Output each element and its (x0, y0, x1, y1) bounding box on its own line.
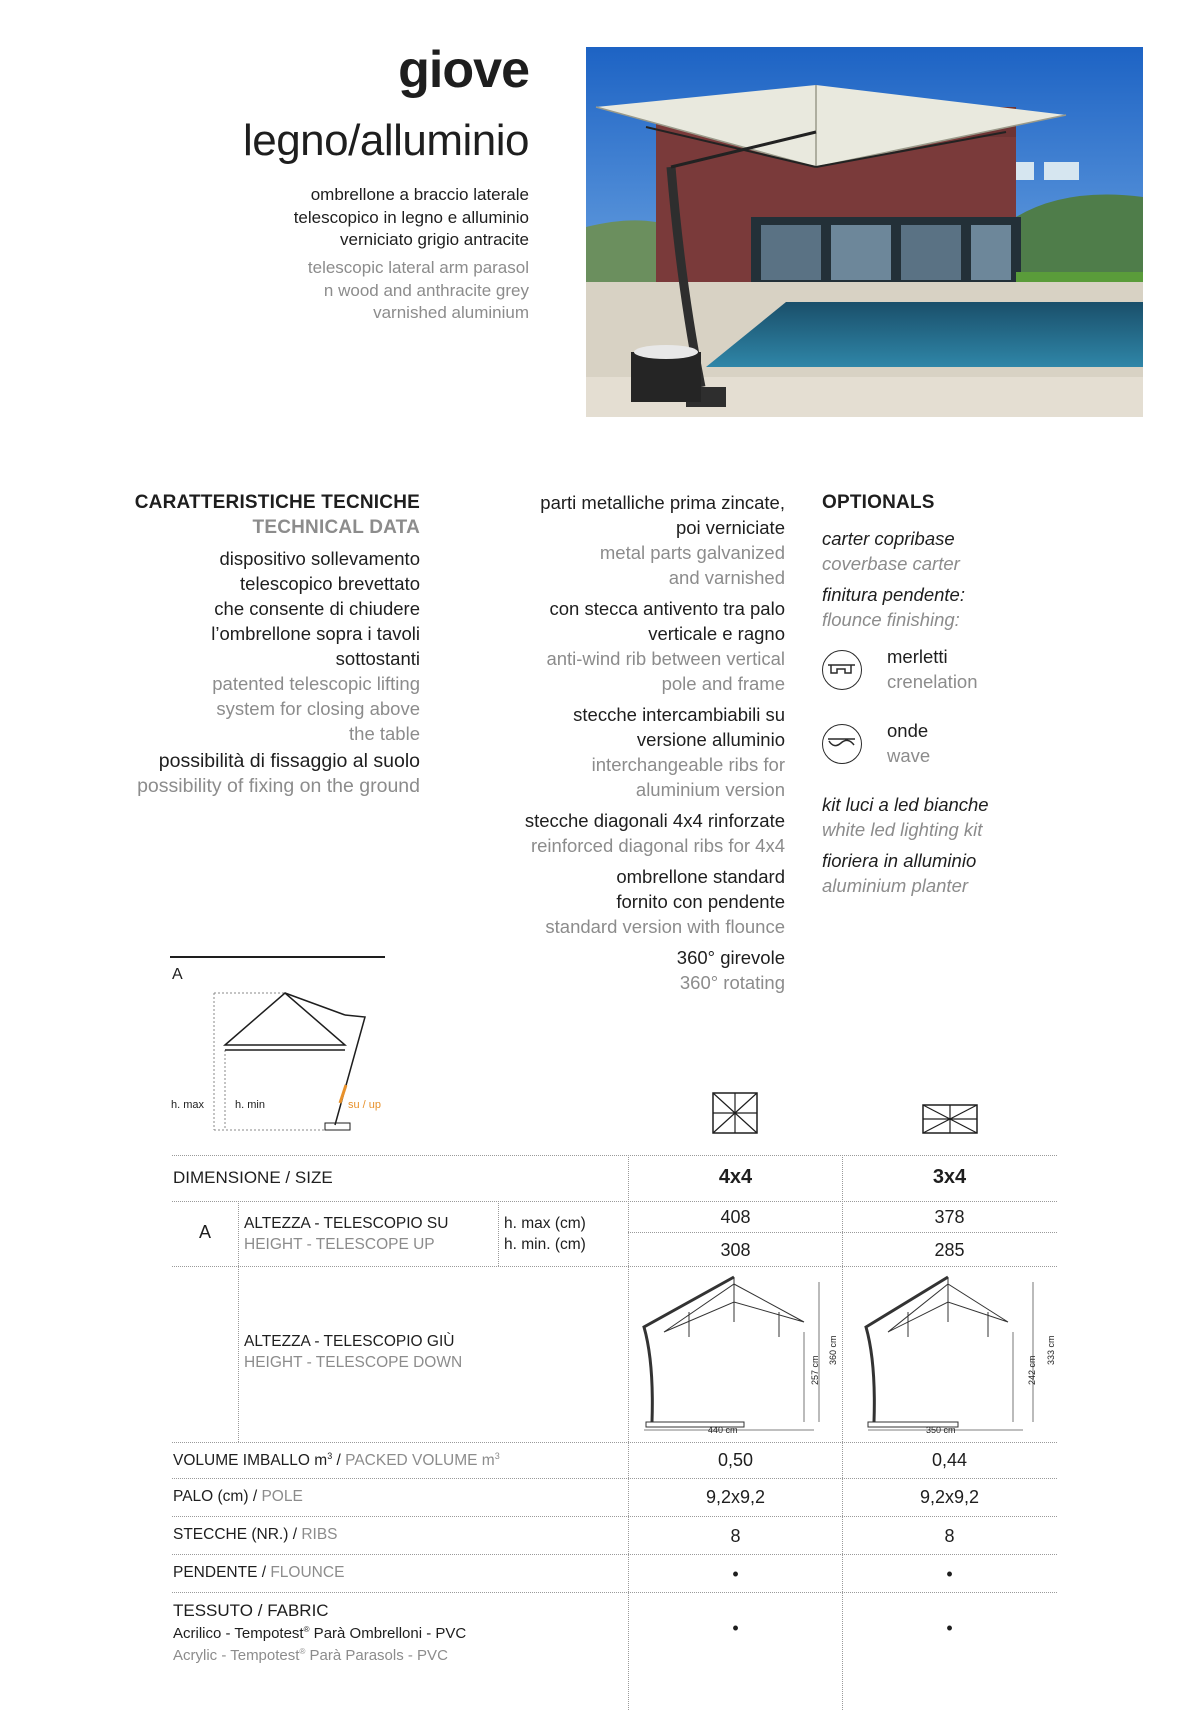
desc-line: telescopic lateral arm parasol (307, 258, 529, 277)
feature-it: con stecca antivento tra palo (549, 598, 785, 619)
registered-mark: ® (303, 1625, 310, 1634)
feature-it: telescopico brevettato (240, 573, 420, 594)
optional-en: coverbase carter (822, 553, 960, 574)
description-italian (209, 184, 529, 252)
height-down-en: HEIGHT - TELESCOPE DOWN (244, 1354, 463, 1371)
hmax-unit: h. max (cm) (504, 1215, 586, 1232)
fabric-it: TESSUTO (173, 1601, 253, 1620)
ribs-it: STECCHE (NR.) (173, 1526, 289, 1543)
pole-en: POLE (261, 1488, 303, 1505)
pole-4x4: 9,2x9,2 (705, 1487, 766, 1507)
feature-en: patented telescopic lifting (212, 673, 420, 694)
feature-it: parti metalliche prima zincate, (540, 492, 785, 513)
ribs-en: RIBS (301, 1526, 338, 1543)
size-label-en: SIZE (294, 1168, 333, 1187)
tech-heading-it: CARATTERISTICHE TECNICHE (134, 492, 420, 513)
tech-heading-en: TECHNICAL DATA (252, 517, 420, 538)
pole-it: PALO (cm) (173, 1488, 249, 1505)
size-label-it: DIMENSIONE (173, 1168, 281, 1187)
flounce-label (173, 1564, 344, 1582)
feature-it: stecche intercambiabili su (573, 704, 785, 725)
diagram-a-label: A (172, 966, 183, 983)
square-4x4-icon (712, 1092, 758, 1139)
tech-column-1 (90, 490, 420, 799)
flounce-4x4: • (732, 1564, 739, 1584)
separator: / (292, 1526, 298, 1543)
optional-en: white led lighting kit (822, 819, 983, 840)
feature-en: and varnished (668, 567, 785, 588)
table-rule (172, 1201, 1057, 1202)
fabric-line-en (173, 1643, 466, 1665)
desc-line: telescopico in legno e alluminio (293, 207, 529, 227)
umbrella-height-diagram (170, 985, 400, 1135)
volume-3x4: 0,44 (931, 1450, 968, 1470)
desc-line: varnished aluminium (373, 303, 529, 322)
feature-en: 360° rotating (679, 972, 785, 993)
volume-label (173, 1451, 500, 1470)
h1-4x4: 257 cm (810, 1355, 820, 1385)
rectangle-3x4-icon (922, 1104, 978, 1139)
volume-4x4: 0,50 (717, 1450, 754, 1470)
optionals-heading: OPTIONALS (822, 492, 935, 513)
registered-mark: ® (299, 1647, 306, 1656)
product-subtitle: legno/alluminio (242, 116, 529, 165)
row-a-label: A (199, 1222, 212, 1242)
fabric-text: Parà Parasols - PVC (305, 1647, 448, 1664)
size-row-label (173, 1168, 333, 1188)
size-4x4: 4x4 (718, 1166, 753, 1188)
hmin-label: h. min (235, 1099, 265, 1111)
optional-it: fioriera in alluminio (822, 850, 977, 871)
table-rule (172, 1442, 1057, 1443)
feature-it: sottostanti (335, 648, 420, 669)
table-rule (172, 1592, 1057, 1593)
fabric-heading (173, 1601, 466, 1621)
fabric-text: Acrylic - Tempotest (173, 1647, 300, 1664)
flounce-option-merletti (822, 644, 1082, 718)
feature-it: stecche diagonali 4x4 rinforzate (524, 810, 785, 831)
superscript: 3 (327, 1451, 333, 1461)
fabric-4x4: • (732, 1618, 739, 1638)
table-rule (172, 1478, 1057, 1479)
desc-line: verniciato grigio antracite (340, 230, 529, 249)
flounce-3x4: • (946, 1564, 953, 1584)
desc-line: ombrellone a braccio laterale (310, 185, 529, 204)
feature-en: possibility of fixing on the ground (137, 775, 420, 797)
table-rule (172, 1516, 1057, 1517)
fabric-3x4: • (946, 1618, 953, 1638)
pole-3x4: 9,2x9,2 (919, 1487, 980, 1507)
hmax-3x4: 378 (934, 1207, 965, 1227)
optionals-column (822, 490, 1082, 898)
feature-it: ombrellone standard (616, 866, 785, 887)
hmax-4x4: 408 (720, 1207, 751, 1227)
hmin-4x4: 308 (720, 1240, 751, 1260)
width-3x4: 350 cm (926, 1425, 956, 1435)
h2-4x4: 360 cm (828, 1335, 838, 1365)
separator: / (285, 1168, 291, 1187)
feature-en: aluminium version (635, 779, 785, 800)
separator: / (336, 1452, 341, 1470)
table-vrule (238, 1201, 239, 1442)
table-rule (172, 1155, 1057, 1156)
ribs-4x4: 8 (730, 1526, 741, 1546)
optional-it: carter copribase (822, 528, 955, 549)
table-vrule (498, 1201, 499, 1266)
flounce-it: merletti (887, 646, 948, 667)
tech-column-2 (455, 490, 785, 995)
optional-en: flounce finishing: (822, 609, 960, 630)
wave-icon (822, 724, 862, 764)
height-down-it: ALTEZZA - TELESCOPIO GIÙ (244, 1333, 455, 1350)
telescope-down-drawing-4x4 (634, 1272, 834, 1437)
height-up-it: ALTEZZA - TELESCOPIO SU (244, 1215, 449, 1232)
feature-it: l’ombrellone sopra i tavoli (211, 623, 420, 644)
separator: / (257, 1601, 263, 1620)
ribs-label (173, 1526, 338, 1544)
fabric-text: Acrilico - Tempotest (173, 1625, 304, 1642)
feature-it: poi verniciate (675, 517, 785, 538)
flounce-en: crenelation (887, 671, 978, 692)
feature-it: versione alluminio (636, 729, 785, 750)
optional-it: finitura pendente: (822, 584, 965, 605)
fabric-label (173, 1601, 466, 1665)
volume-en: PACKED VOLUME m (345, 1452, 495, 1470)
feature-it: fornito con pendente (616, 891, 785, 912)
feature-en: anti-wind rib between vertical (546, 648, 785, 669)
flounce-en: wave (887, 745, 931, 766)
size-3x4: 3x4 (932, 1166, 967, 1188)
description-english (209, 257, 529, 325)
feature-en: metal parts galvanized (599, 542, 785, 563)
separator: / (252, 1488, 258, 1505)
flounce-it: PENDENTE (173, 1564, 258, 1581)
telescope-down-drawing-3x4 (848, 1272, 1048, 1437)
feature-en: the table (349, 723, 420, 744)
optional-en: aluminium planter (822, 875, 969, 896)
product-photo (586, 47, 1143, 417)
flounce-option-onde (822, 718, 1082, 792)
diagram-divider (170, 956, 385, 958)
hmax-label: h. max (171, 1099, 205, 1111)
flounce-en: FLOUNCE (270, 1564, 345, 1581)
optional-it: kit luci a led bianche (822, 794, 989, 815)
pole-label (173, 1488, 303, 1506)
ribs-3x4: 8 (944, 1526, 955, 1546)
h1-3x4: 242 cm (1027, 1355, 1037, 1385)
feature-it: dispositivo sollevamento (219, 548, 420, 569)
feature-en: pole and frame (661, 673, 785, 694)
feature-en: reinforced diagonal ribs for 4x4 (530, 835, 785, 856)
feature-it: che consente di chiudere (214, 598, 420, 619)
h2-3x4: 333 cm (1046, 1335, 1056, 1365)
feature-it: possibilità di fissaggio al suolo (158, 750, 420, 772)
feature-it: 360° girevole (676, 947, 785, 968)
product-title: giove (398, 41, 529, 99)
table-rule (172, 1554, 1057, 1555)
fabric-en: FABRIC (267, 1601, 329, 1620)
table-rule (172, 1266, 1057, 1267)
feature-en: standard version with flounce (545, 916, 785, 937)
separator: / (261, 1564, 267, 1581)
hmin-3x4: 285 (934, 1240, 965, 1260)
volume-it: VOLUME IMBALLO m (173, 1452, 328, 1470)
fabric-line-it (173, 1621, 466, 1643)
width-4x4: 440 cm (708, 1425, 738, 1435)
feature-en: interchangeable ribs for (591, 754, 785, 775)
superscript: 3 (494, 1451, 500, 1461)
flounce-it: onde (887, 720, 929, 741)
desc-line: n wood and anthracite grey (323, 280, 529, 300)
flounce-text (887, 718, 930, 768)
crenelation-icon (822, 650, 862, 690)
feature-en: system for closing above (216, 698, 420, 719)
flounce-text (887, 644, 978, 694)
height-up-en: HEIGHT - TELESCOPE UP (244, 1236, 435, 1253)
su-up-label: su / up (348, 1099, 382, 1111)
fabric-text: Parà Ombrelloni - PVC (309, 1625, 467, 1642)
hmin-unit: h. min. (cm) (504, 1236, 586, 1253)
feature-it: verticale e ragno (648, 623, 785, 644)
